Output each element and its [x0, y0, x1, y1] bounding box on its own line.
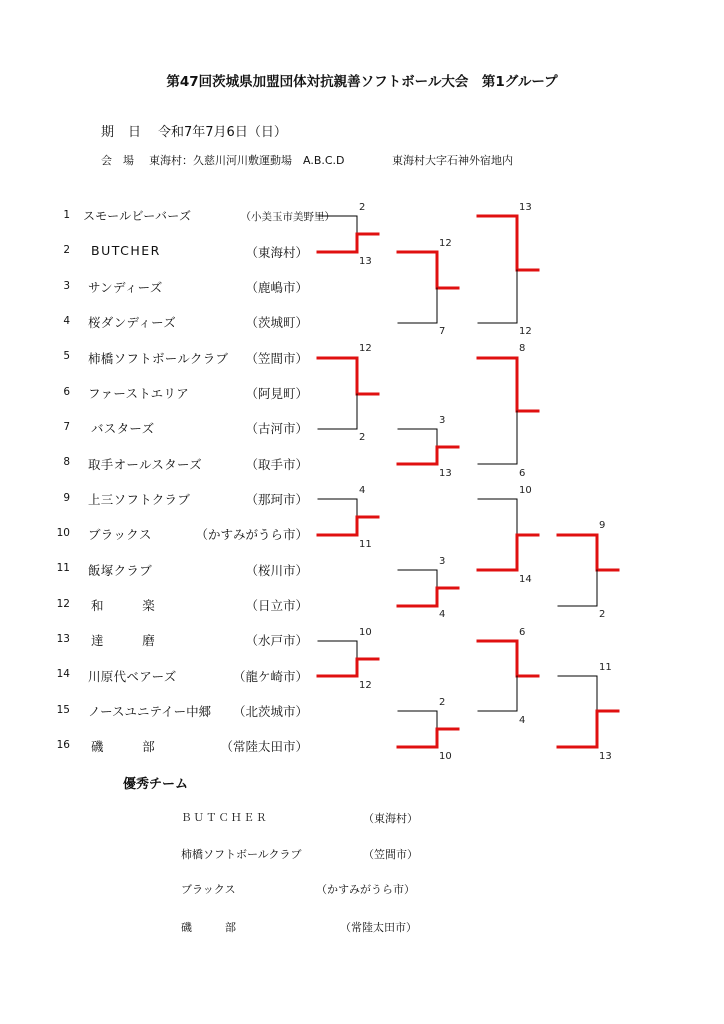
- team-name: 達 磨: [91, 633, 156, 648]
- team-city: （取手市）: [245, 457, 308, 472]
- excellent-team-name: ブラックス: [181, 883, 236, 896]
- bracket-line: [478, 358, 538, 411]
- team-name: 川原代ベアーズ: [88, 669, 177, 684]
- team-name: 飯塚クラブ: [88, 563, 153, 578]
- team-number: 8: [63, 456, 70, 468]
- bracket-line: [398, 570, 437, 588]
- score: 13: [359, 256, 372, 267]
- team-number: 9: [63, 492, 70, 504]
- team-city: （阿見町）: [245, 386, 308, 401]
- team-number: 7: [63, 421, 70, 433]
- excellent-team-name: ＢＵＴＣＨＥＲ: [181, 812, 269, 824]
- score: 12: [359, 680, 372, 691]
- score: 12: [519, 326, 532, 337]
- team-number: 1: [63, 209, 70, 221]
- bracket-line: [318, 216, 357, 234]
- page-title: 第47回茨城県加盟団体対抗親善ソフトボール大会 第1グループ: [166, 74, 558, 90]
- score: 13: [519, 202, 532, 213]
- team-number: 16: [56, 739, 70, 751]
- score: 3: [439, 415, 446, 426]
- score: 12: [439, 238, 452, 249]
- bracket-line: [558, 676, 597, 711]
- bracket-line: [558, 535, 618, 570]
- score: 6: [519, 468, 526, 479]
- score: 13: [599, 751, 612, 762]
- team-name: サンディーズ: [88, 280, 163, 295]
- excellent-team-name: 磯 部: [181, 921, 236, 934]
- team-number: 15: [56, 704, 70, 716]
- bracket-line: [478, 641, 538, 676]
- team-city: （北茨城市）: [232, 704, 308, 719]
- team-city: （日立市）: [245, 598, 308, 613]
- team-name: 上三ソフトクラブ: [88, 492, 191, 507]
- team-city: （茨城町）: [245, 315, 308, 330]
- team-city: （古河市）: [245, 421, 308, 436]
- score: 11: [599, 662, 612, 673]
- team-city: （那珂市）: [245, 492, 308, 507]
- team-city: （笠間市）: [245, 351, 308, 366]
- excellent-team-city: （東海村）: [363, 812, 418, 825]
- score: 14: [519, 574, 532, 585]
- team-number: 2: [63, 244, 70, 256]
- bracket-line: [318, 234, 378, 252]
- score: 7: [439, 326, 446, 337]
- team-city: （常陸太田市）: [220, 739, 308, 754]
- bracket-line: [398, 429, 437, 447]
- team-name: スモールビーバーズ: [83, 209, 192, 223]
- team-name: ブラックス: [88, 527, 152, 542]
- team-number: 5: [63, 350, 70, 362]
- score: 3: [439, 556, 446, 567]
- score: 9: [599, 520, 606, 531]
- score: 12: [359, 343, 372, 354]
- team-number: 13: [56, 633, 70, 645]
- excellent-team-city: （かすみがうら市）: [316, 883, 415, 896]
- score: 13: [439, 468, 452, 479]
- bracket-line: [478, 216, 538, 270]
- bracket-line: [318, 659, 378, 676]
- team-name: 取手オールスターズ: [88, 457, 202, 472]
- bracket-line: [318, 641, 357, 659]
- venue-value: 東海村：久慈川河川敷運動場 A.B.C.D: [149, 154, 345, 167]
- team-number: 14: [56, 668, 70, 680]
- bracket-line: [478, 535, 538, 570]
- bracket-line: [398, 288, 437, 323]
- excellent-team-city: （常陸太田市）: [340, 921, 417, 934]
- team-name: 桜ダンディーズ: [88, 315, 177, 330]
- team-city: （鹿嶋市）: [245, 280, 308, 295]
- score: 8: [519, 343, 526, 354]
- team-number: 12: [56, 598, 70, 610]
- team-city: （水戸市）: [245, 633, 308, 648]
- bracket-line: [398, 252, 458, 288]
- team-number: 6: [63, 386, 70, 398]
- team-name: ファーストエリア: [88, 386, 190, 401]
- bracket-line: [398, 588, 458, 606]
- venue-address: 東海村大字石神外宿地内: [392, 154, 513, 167]
- excellent-teams-title: 優秀チーム: [123, 777, 189, 792]
- score: 4: [439, 609, 446, 620]
- bracket-line: [398, 447, 458, 464]
- bracket-line: [398, 711, 437, 729]
- excellent-team-city: （笠間市）: [363, 848, 418, 861]
- bracket-line: [558, 570, 597, 606]
- bracket-line: [478, 676, 517, 711]
- bracket-line: [318, 358, 378, 394]
- score: 11: [359, 539, 372, 550]
- team-city: （かすみがうら市）: [195, 527, 308, 542]
- team-city: （東海村）: [245, 245, 308, 260]
- score: 2: [599, 609, 606, 620]
- score: 4: [359, 485, 366, 496]
- score: 2: [359, 202, 366, 213]
- bracket-line: [478, 270, 517, 323]
- bracket-line: [318, 394, 357, 429]
- team-city: （龍ケ崎市）: [232, 669, 308, 684]
- excellent-team-name: 柿橋ソフトボールクラブ: [181, 848, 302, 861]
- bracket-line: [478, 499, 517, 535]
- team-number: 11: [56, 562, 70, 574]
- venue-label: 会 場: [101, 154, 134, 167]
- team-name: ノースユニテイー中郷: [88, 704, 212, 719]
- score: 2: [359, 432, 366, 443]
- bracket-line: [318, 499, 357, 517]
- team-name: BUTCHER: [91, 243, 161, 258]
- team-number: 4: [63, 315, 70, 327]
- score: 4: [519, 715, 526, 726]
- team-number: 10: [56, 527, 70, 539]
- team-name: 柿橋ソフトボールクラブ: [88, 351, 229, 366]
- score: 10: [439, 751, 452, 762]
- score: 10: [359, 627, 372, 638]
- team-name: 磯 部: [91, 739, 156, 754]
- bracket-line: [318, 517, 378, 535]
- date-value: 令和7年7月6日（日）: [158, 125, 287, 140]
- score: 2: [439, 697, 446, 708]
- team-city: （桜川市）: [245, 563, 308, 578]
- team-city: （小美玉市美野里）: [240, 211, 335, 223]
- team-name: バスターズ: [91, 421, 155, 436]
- score: 10: [519, 485, 532, 496]
- team-name: 和 楽: [91, 598, 156, 613]
- bracket-line: [398, 729, 458, 747]
- bracket-line: [558, 711, 618, 747]
- team-number: 3: [63, 280, 70, 292]
- score: 6: [519, 627, 526, 638]
- date-label: 期 日: [101, 125, 142, 140]
- bracket-line: [478, 411, 517, 464]
